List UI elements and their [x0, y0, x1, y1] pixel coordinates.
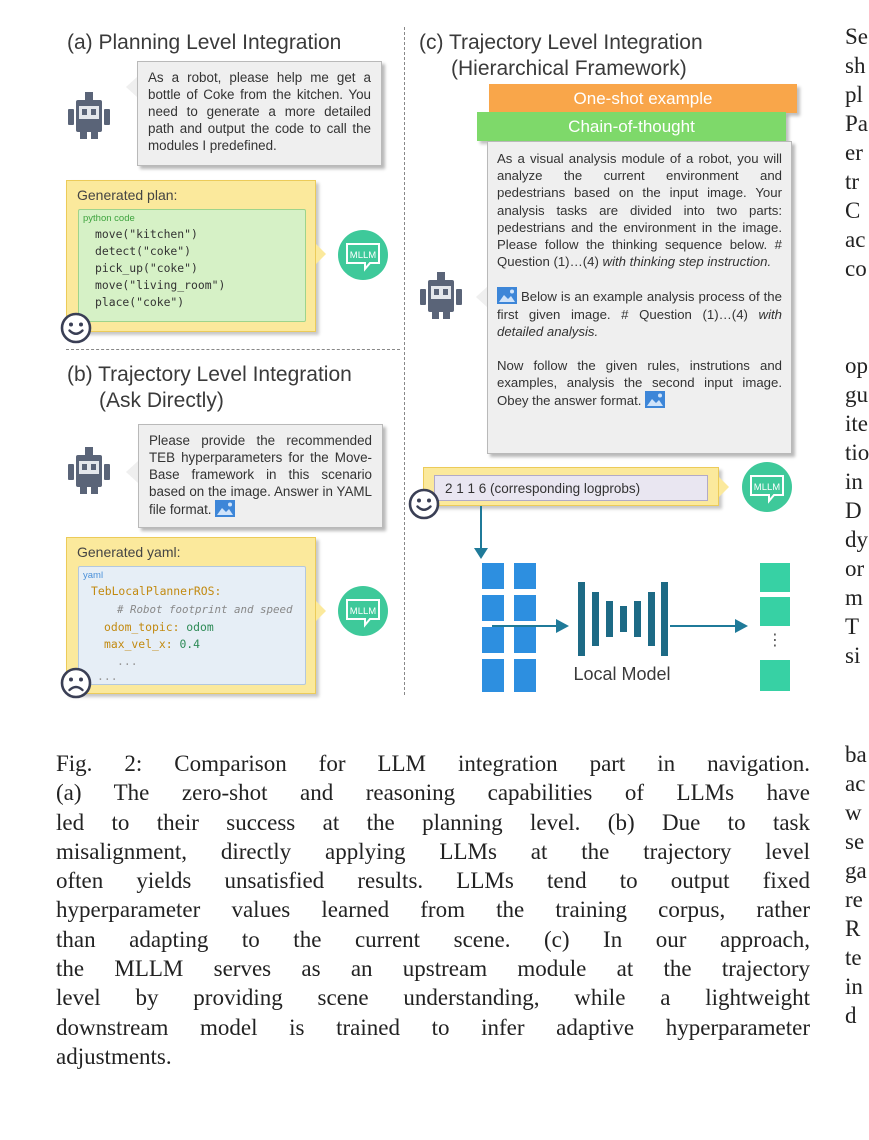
local-model-label: Local Model [573, 664, 671, 684]
logprob-text-box: 2 1 1 6 (corresponding logprobs) [434, 475, 708, 501]
panel-a-title: (a) Planning Level Integration [67, 31, 342, 54]
yaml-line [104, 637, 200, 651]
column-fragment: Pa [845, 111, 868, 136]
mllm-chat-icon [338, 586, 388, 636]
column-fragment: se [845, 829, 865, 854]
right-arrow [492, 616, 570, 636]
panel-a-prompt: As a robot, please help me get a bottle of Coke from the kitchen. You need to generate a more detailed path and output the code to call the modules I predefined. [137, 61, 382, 166]
caption-line: the MLLM serves as an upstream module at the trajectory [56, 956, 810, 982]
panel-c-subtitle: (Hierarchical Framework) [451, 57, 687, 80]
sad-face-icon [60, 667, 92, 699]
column-fragment: te [845, 945, 862, 970]
column-fragment: Se [845, 24, 868, 49]
column-fragment: in [845, 974, 863, 999]
feature-cell [482, 563, 504, 589]
caption-line: Fig. 2: Comparison for LLM integration part in navigation. [56, 751, 810, 776]
caption-line: (a) The zero-shot and reasoning capabilities of LLMs have [56, 780, 810, 806]
caption-line: than adapting to the current scene. (c) In our approach, [56, 926, 810, 952]
panel-b-output-label: Generated yaml: [77, 544, 181, 560]
robot-icon [68, 447, 110, 497]
prompt-emphasis: with thinking step instruction. [602, 254, 772, 270]
column-fragment: si [845, 643, 861, 668]
panel-c-title: (c) Trajectory Level Integration [419, 31, 703, 54]
column-fragment: ite [845, 411, 868, 436]
panel-b-subtitle: (Ask Directly) [99, 389, 224, 412]
feature-cell [514, 659, 536, 692]
output-cell [760, 563, 790, 592]
one-shot-example-banner: One-shot example [489, 84, 797, 113]
code-line: move("living_room") [95, 278, 226, 292]
image-icon [215, 500, 235, 517]
panel-b-output-box [66, 537, 316, 694]
yaml-key: odom_topic: [104, 620, 180, 634]
mllm-label: MLLM [753, 482, 781, 493]
robot-icon [420, 272, 462, 322]
code-line: pick_up("coke") [95, 261, 198, 275]
mllm-chat-icon [338, 230, 388, 280]
panel-c-prompt [487, 141, 792, 454]
yaml-comment: # Robot footprint and speed [117, 603, 293, 616]
panel-divider-horizontal [66, 349, 400, 350]
panel-a-output-box [66, 180, 316, 332]
panel-b-prompt [138, 424, 383, 528]
prompt-text: Below is an example analysis process of the first given image. # Question (1)…(4) [497, 289, 782, 322]
prompt-bubble-tail [126, 461, 138, 483]
column-fragment: ac [845, 227, 866, 252]
mllm-label: MLLM [349, 250, 377, 261]
feature-cell [482, 659, 504, 692]
yaml-key: max_vel_x: [104, 637, 173, 651]
prompt-paragraph [497, 287, 782, 340]
yaml-code-box [78, 566, 306, 685]
code-tag: yaml [83, 570, 104, 581]
prompt-text: As a visual analysis module of a robot, you will analyze the current environment and pedestrians based on the input image. Your analysis tasks are divided into two parts: pedestrians and the environment in the image. Please follow the thinking sequence below. # Question (1)…(4) [497, 151, 782, 270]
column-fragment: er [845, 140, 863, 165]
figure-caption [56, 749, 810, 1071]
yaml-line [104, 620, 214, 634]
column-fragment: ga [845, 858, 867, 883]
column-fragment: or [845, 556, 865, 581]
output-box-tail [316, 601, 326, 621]
column-fragment: tio [845, 440, 869, 465]
panel-b-title: (b) Trajectory Level Integration [67, 363, 352, 386]
column-fragment: pl [845, 82, 863, 107]
caption-line: level by providing scene understanding, while a lightweight [56, 985, 810, 1011]
smiley-face-icon [408, 488, 440, 520]
yaml-value: 0.4 [179, 637, 201, 651]
caption-line: hyperparameter values learned from the training corpus, rather [56, 897, 810, 923]
code-line: place("coke") [95, 295, 185, 309]
panel-a-output-label: Generated plan: [77, 187, 178, 203]
prompt-paragraph [497, 357, 782, 410]
column-fragment: ba [845, 742, 867, 767]
python-code-box [78, 209, 306, 322]
column-fragment: gu [845, 382, 868, 407]
mllm-chat-icon [742, 462, 792, 512]
yaml-root-key: TebLocalPlannerROS: [91, 584, 222, 598]
yaml-ellipsis: ... [117, 654, 138, 668]
image-icon [645, 391, 665, 408]
column-fragment: m [845, 585, 863, 610]
column-fragment: co [845, 256, 867, 281]
column-fragment: tr [845, 169, 860, 194]
output-box-tail [316, 244, 326, 264]
prompt-text: Now follow the given rules, instrutions and examples, analysis the second input image. Obey the answer format. [497, 358, 782, 409]
code-line: move("kitchen") [95, 227, 198, 241]
chain-of-thought-banner: Chain-of-thought [477, 112, 786, 141]
code-line: detect("coke") [95, 244, 192, 258]
column-fragment: D [845, 498, 862, 523]
output-box-tail [719, 477, 729, 497]
column-fragment: ac [845, 771, 866, 796]
column-fragment: C [845, 198, 861, 223]
column-fragment: re [845, 887, 863, 912]
panel-divider-vertical [404, 27, 405, 695]
output-cell [760, 660, 790, 691]
yaml-ellipsis: ... [97, 669, 118, 683]
caption-line: led to their success at the planning level. (b) Due to task [56, 809, 810, 835]
prompt-emphasis: with detailed analysis. [497, 306, 782, 339]
local-model-icon [578, 582, 668, 656]
output-ellipsis: ⋮ [767, 632, 783, 649]
column-fragment: sh [845, 53, 866, 78]
robot-icon [68, 92, 110, 142]
code-tag: python code [83, 213, 135, 224]
column-fragment: in [845, 469, 863, 494]
down-arrow [472, 506, 490, 560]
caption-line: adjustments. [56, 1043, 172, 1069]
output-cell [760, 597, 790, 626]
column-fragment: op [845, 353, 868, 378]
caption-line: often yields unsatisfied results. LLMs tend to output fixed [56, 868, 810, 894]
column-fragment: d [845, 1003, 857, 1028]
right-arrow [670, 616, 750, 636]
panel-b-prompt-text: Please provide the recommended TEB hyperparameters for the Move-Base framework in this scenario based on the image. Answer in YAML file format. [149, 433, 372, 517]
feature-cell [514, 563, 536, 589]
column-fragment: R [845, 916, 861, 941]
yaml-value: odom [186, 620, 214, 634]
prompt-paragraph [497, 150, 782, 270]
column-fragment: dy [845, 527, 868, 552]
mllm-label: MLLM [349, 606, 377, 617]
smiley-face-icon [60, 312, 92, 344]
column-fragment: w [845, 800, 862, 825]
image-icon [497, 287, 517, 304]
column-fragment: T [845, 614, 860, 639]
caption-line: downstream model is trained to infer adaptive hyperparameter [56, 1014, 810, 1040]
caption-line: misalignment, directly applying LLMs at the trajectory level [56, 838, 810, 864]
